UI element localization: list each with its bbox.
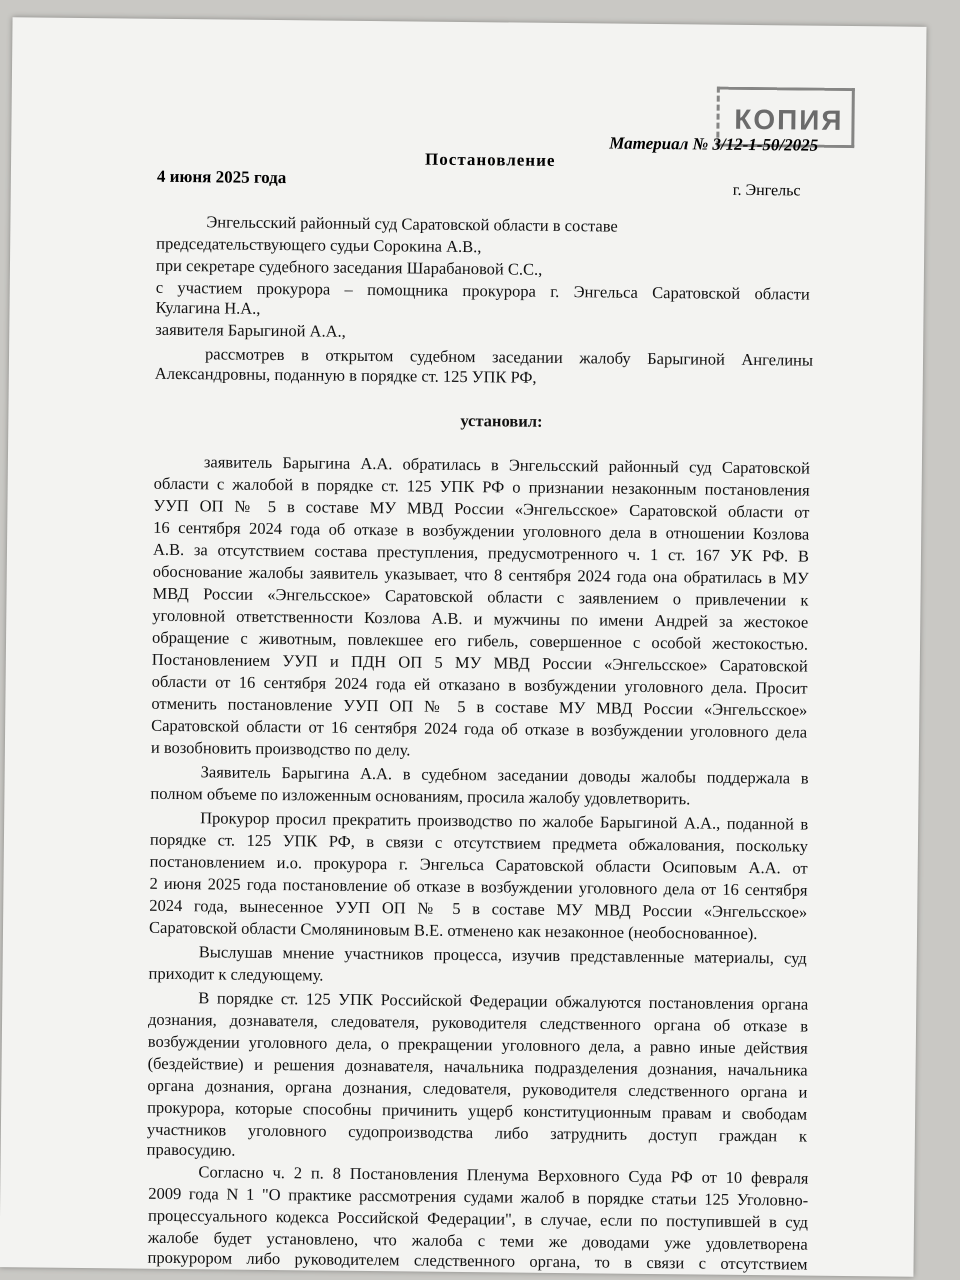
body-line: 2009 года N 1 "О практике рассмотрения судами жалоб в порядке статьи 125 Уголовно- — [148, 1183, 809, 1210]
intro-line: рассмотрев в открытом судебном заседании жалобу Барыгиной Ангелины — [204, 344, 814, 370]
body-line: прокурора, которые способны причинить ущерб конституционным правам и свободам — [147, 1097, 808, 1124]
body-line: порядке ст. 125 УПК РФ, в связи с отсутствием предмета обжалования, поскольку — [149, 829, 809, 856]
body-line: обоснование жалобы заявитель указывает, что 8 сентября 2024 года она обратилась в МУ — [152, 561, 809, 588]
body-line: Саратовской области от 16 сентября 2024 года об отказе в возбуждении уголовного дела — [151, 715, 808, 742]
body-line: отменить постановление УУП ОП № 5 в составе МУ МВД России «Энгельсское» — [151, 693, 808, 720]
body-line: процессуального кодекса Российской Федерации", в случае, если по поступившей в суд — [147, 1205, 809, 1232]
body-line: 2 июня 2025 года постановление об отказе в возбуждении уголовного дела от 16 сентября — [149, 873, 808, 900]
body-line: УУП ОП № 5 в составе МУ МВД России «Энгельсское» Саратовской области от — [153, 495, 810, 522]
body-line: постановлением и.о. прокурора г. Энгельса Саратовской области Осиповым А.А. от — [149, 851, 808, 878]
body-line: Выслушав мнение участников процесса, изучив представленные материалы, суд — [198, 942, 807, 968]
body-line: А.В. за отсутствием состава преступления, предусмотренного ч. 1 ст. 167 УК РФ. В — [152, 539, 810, 566]
body-line: Саратовской области Смоляниновым В.Е. отменено как незаконное (необоснованное). — [148, 917, 758, 944]
body-line: обращение с животным, повлекшее его гибель, совершенное с особой жестокостью. — [151, 627, 809, 654]
body-line: уголовной ответственности Козлова А.В. и мужчины по имени Андрей за жестокое — [152, 605, 809, 632]
body-line: Постановлением УУП и ПДН ОП 5 МУ МВД России «Энгельсское» Саратовской — [151, 649, 808, 676]
intro-line: заявителя Барыгиной А.А., — [155, 319, 346, 341]
body-line: области от 16 сентября 2024 года ей отказано в возбуждении уголовного дела. Просит — [151, 671, 808, 698]
body-line: правосудию. — [146, 1139, 236, 1160]
body-line: приходит к следующему. — [148, 963, 324, 985]
body-line: заявитель Барыгина А.А. обратилась в Энгельсский районный суд Саратовской — [203, 452, 810, 478]
body-line: полном объеме по изложенным основаниям, просила жалобу удовлетворить. — [150, 783, 691, 809]
intro-line: с участием прокурора – помощника прокурора г. Энгельса Саратовской области — [155, 277, 810, 304]
document-city: г. Энгельс — [732, 181, 801, 200]
copy-stamp: КОПИЯ — [716, 87, 855, 148]
intro-line: Александровны, поданную в порядке ст. 125 УПК РФ, — [154, 363, 537, 387]
document-date: 4 июня 2025 года — [156, 166, 287, 188]
intro-line: Кулагина Н.А., — [155, 297, 261, 318]
document-title: Постановление — [425, 149, 556, 170]
body-line: Прокурор просил прекратить производство по жалобе Барыгиной А.А., поданной в — [200, 808, 809, 834]
body-line: органа дознания, органа дознания, следователя, руководителя следственного органа и — [147, 1075, 808, 1102]
material-number: Материал № 3/12-1-50/2025 — [609, 133, 819, 155]
body-line: участников уголовного судопроизводства либо затруднить доступ граждан к — [146, 1119, 807, 1146]
body-line: 16 сентября 2024 года об отказе в возбуждении уголовного дела в отношении Козлова — [153, 517, 810, 544]
body-line: Заявитель Барыгина А.А. в судебном заседании доводы жалобы поддержала в — [200, 762, 809, 788]
document-page — [0, 17, 927, 1277]
body-line: В порядке ст. 125 УПК Российской Федерации обжалуются постановления органа — [198, 988, 809, 1014]
intro-line: при секретаре судебного заседания Шарабановой С.С., — [155, 255, 543, 279]
body-line: области с жалобой в порядке ст. 125 УПК РФ о признании незаконным постановления — [153, 473, 810, 500]
intro-line: Энгельсский районный суд Саратовской области в составе — [206, 212, 618, 236]
body-line: (бездействие) и решения дознавателя, начальника подразделения дознания, начальника — [147, 1053, 808, 1080]
body-line: МВД России «Энгельсское» Саратовской области с заявлением о привлечении к — [152, 583, 809, 610]
body-line: возбуждении уголовного дела, о прекращении уголовного дела, а равно иные действия — [147, 1031, 808, 1058]
body-line: 2024 года, вынесенное УУП ОП № 5 в составе МУ МВД России «Энгельсское» — [149, 895, 808, 922]
body-line: прокурором либо руководителем следственного органа, то в связи с отсутствием — [147, 1247, 808, 1274]
section-heading: установил: — [460, 410, 543, 431]
intro-line: председательствующего судьи Сорокина А.В., — [156, 233, 482, 257]
body-line: Согласно ч. 2 п. 8 Постановления Пленума Верховного Суда РФ от 10 февраля — [198, 1162, 809, 1188]
body-line: жалобе будет установлено, что жалоба с теми же доводами уже удовлетворена — [147, 1227, 808, 1254]
body-line: дознания, дознавателя, следователя, руководителя следственного органа об отказе в — [147, 1009, 809, 1036]
body-line: и возобновить производство по делу. — [150, 737, 411, 760]
